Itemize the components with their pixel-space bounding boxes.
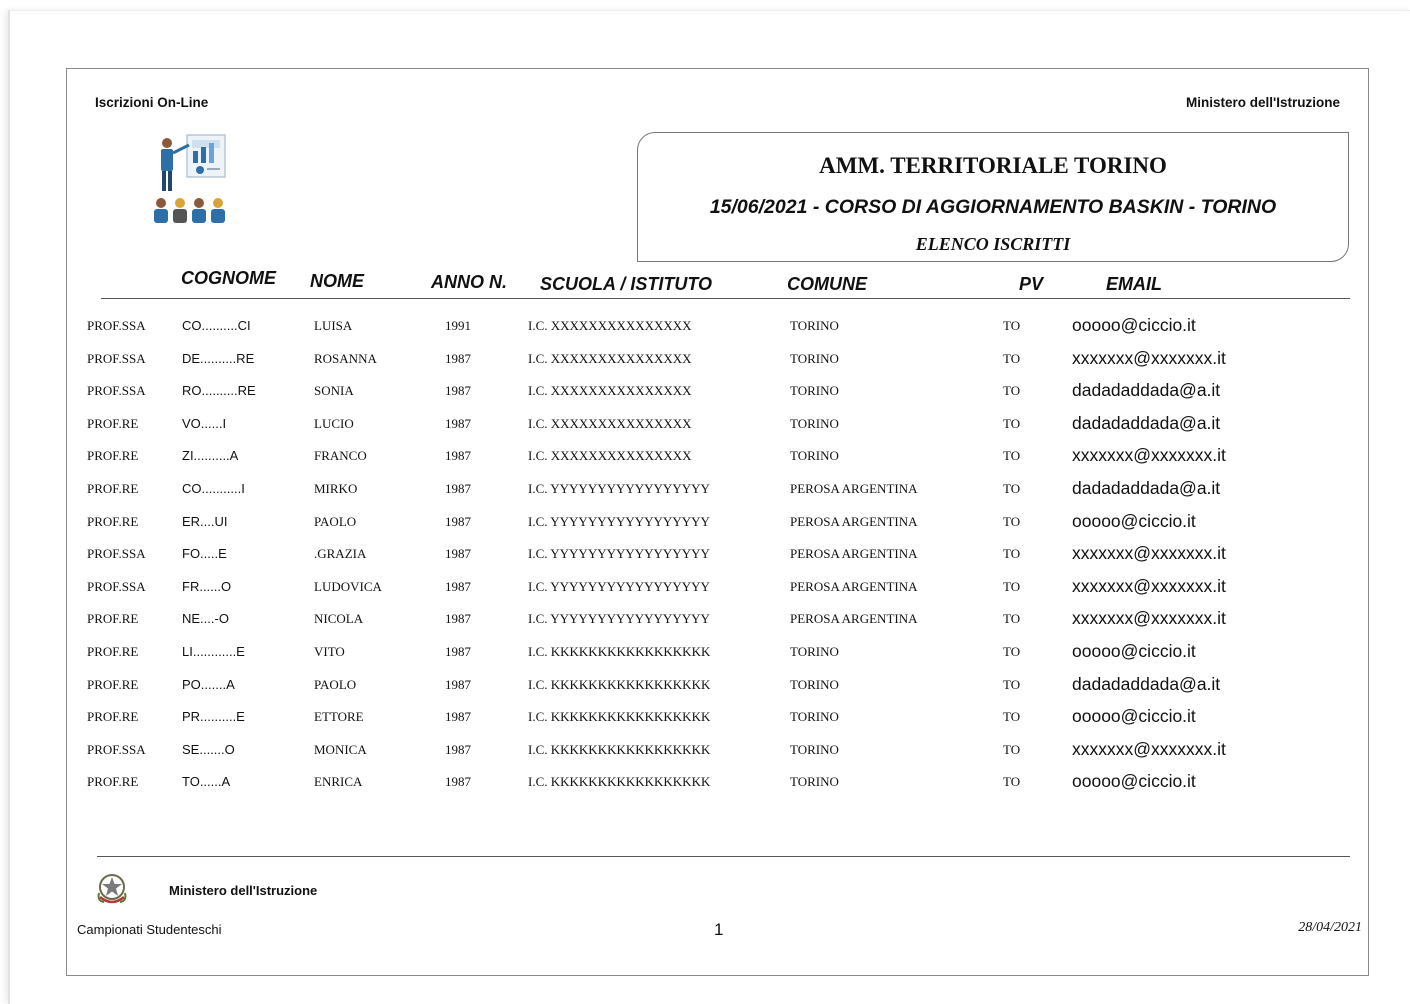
cell-nome: LUDOVICA	[314, 578, 382, 594]
cell-email: xxxxxxx@xxxxxxx.it	[1072, 608, 1226, 629]
cell-title: PROF.SSA	[87, 546, 146, 562]
cell-title: PROF.RE	[87, 709, 139, 725]
cell-title: PROF.RE	[87, 513, 139, 529]
header-rule	[101, 298, 1350, 299]
cell-scuola: I.C. KKKKKKKKKKKKKKKKK	[528, 774, 711, 790]
cell-anno: 1987	[445, 774, 471, 790]
cell-nome: MIRKO	[314, 481, 358, 496]
cell-cognome: ER....UI	[182, 513, 228, 529]
cell-email: xxxxxxx@xxxxxxx.it	[1072, 445, 1226, 466]
cell-nome: .GRAZIA	[314, 546, 367, 562]
cell-comune: TORINO	[790, 741, 839, 757]
cell-email: ooooo@ciccio.it	[1072, 706, 1196, 727]
cell-scuola: I.C. XXXXXXXXXXXXXXX	[528, 383, 692, 399]
cell-scuola: I.C. YYYYYYYYYYYYYYYYY	[528, 546, 710, 562]
cell-comune: TORINO	[790, 676, 839, 692]
cell-cognome: PR..........E	[182, 709, 245, 725]
cell-email: xxxxxxx@xxxxxxx.it	[1072, 543, 1226, 564]
cell-cognome: DE..........RE	[182, 350, 255, 366]
table-row	[67, 445, 1368, 477]
cell-pv: TO	[1003, 513, 1021, 529]
table-row	[67, 706, 1368, 738]
cell-email: xxxxxxx@xxxxxxx.it	[1072, 575, 1226, 596]
cell-pv: TO	[1003, 383, 1021, 399]
table-row	[67, 641, 1368, 673]
cell-nome: SONIA	[314, 383, 354, 399]
cell-pv: TO	[1003, 415, 1021, 431]
cell-title: PROF.RE	[87, 611, 139, 627]
cell-scuola: I.C. YYYYYYYYYYYYYYYYY	[528, 513, 710, 529]
cell-cognome: ZI..........A	[182, 448, 239, 464]
cell-pv: TO	[1003, 546, 1021, 562]
cell-comune: TORINO	[790, 709, 839, 725]
cell-comune: PEROSA ARGENTINA	[790, 481, 918, 496]
cell-pv: TO	[1003, 644, 1021, 659]
cell-email: ooooo@ciccio.it	[1072, 641, 1196, 661]
cell-cognome: CO...........I	[182, 481, 245, 496]
cell-anno: 1987	[445, 676, 471, 692]
cell-title: PROF.RE	[87, 676, 139, 692]
cell-email: ooooo@ciccio.it	[1072, 315, 1196, 335]
list-title: ELENCO ISCRITTI	[915, 234, 1071, 254]
cell-comune: TORINO	[790, 448, 839, 464]
cell-cognome: LI............E	[182, 644, 245, 659]
column-header-anno: ANNO N.	[431, 272, 507, 292]
cell-cognome: NE....-O	[182, 611, 229, 627]
footer-left-label: Campionati Studenteschi	[77, 922, 222, 937]
table-row	[67, 511, 1368, 543]
cell-comune: PEROSA ARGENTINA	[790, 578, 918, 594]
cell-anno: 1987	[445, 513, 471, 529]
cell-title: PROF.SSA	[87, 318, 146, 333]
cell-anno: 1987	[445, 741, 471, 757]
cell-pv: TO	[1003, 774, 1021, 790]
page-number: 1	[714, 920, 724, 939]
cell-nome: LUCIO	[314, 415, 354, 431]
header-left-label: Iscrizioni On-Line	[95, 95, 209, 110]
republic-emblem-icon	[95, 871, 129, 907]
cell-comune: TORINO	[790, 415, 839, 431]
table-row	[67, 478, 1368, 510]
footer-ministero-label: Ministero dell'Istruzione	[169, 883, 318, 898]
cell-email: xxxxxxx@xxxxxxx.it	[1072, 738, 1226, 759]
cell-anno: 1987	[445, 578, 471, 594]
cell-comune: PEROSA ARGENTINA	[790, 611, 918, 627]
cell-email: dadadaddada@a.it	[1072, 478, 1221, 498]
cell-comune: TORINO	[790, 774, 839, 790]
cell-title: PROF.SSA	[87, 383, 146, 399]
cell-title: PROF.SSA	[87, 578, 146, 594]
cell-anno: 1987	[445, 481, 471, 496]
cell-cognome: FR......O	[182, 578, 232, 594]
cell-pv: TO	[1003, 709, 1021, 725]
column-header-scuola: SCUOLA / ISTITUTO	[540, 274, 713, 294]
cell-nome: NICOLA	[314, 611, 364, 627]
cell-email: dadadaddada@a.it	[1072, 673, 1221, 694]
document-page	[66, 68, 1369, 976]
cell-scuola: I.C. XXXXXXXXXXXXXXX	[528, 448, 692, 464]
cell-anno: 1987	[445, 709, 471, 725]
table-row	[67, 608, 1368, 640]
table-row	[67, 543, 1368, 575]
column-header-pv: PV	[1019, 274, 1044, 294]
footer-date: 28/04/2021	[1298, 920, 1362, 935]
cell-anno: 1987	[445, 546, 471, 562]
cell-nome: PAOLO	[314, 513, 357, 529]
footer-rule	[97, 856, 1350, 857]
cell-cognome: TO......A	[182, 774, 231, 790]
cell-pv: TO	[1003, 578, 1021, 594]
cell-email: xxxxxxx@xxxxxxx.it	[1072, 347, 1226, 368]
cell-pv: TO	[1003, 611, 1021, 627]
cell-comune: TORINO	[790, 644, 839, 659]
cell-title: PROF.RE	[87, 774, 139, 790]
cell-cognome: RO..........RE	[182, 383, 256, 399]
header-right-label: Ministero dell'Istruzione	[1186, 95, 1340, 110]
column-header-cognome: COGNOME	[181, 268, 277, 288]
cell-nome: ETTORE	[314, 709, 364, 725]
cell-scuola: I.C. KKKKKKKKKKKKKKKKK	[528, 709, 711, 725]
cell-title: PROF.SSA	[87, 350, 146, 366]
column-header-comune: COMUNE	[787, 274, 867, 294]
cell-scuola: I.C. KKKKKKKKKKKKKKKKK	[528, 644, 711, 659]
course-title: 15/06/2021 - CORSO DI AGGIORNAMENTO BASKIN - TORINO	[709, 196, 1277, 218]
cell-cognome: CO..........CI	[182, 318, 251, 333]
cell-cognome: SE.......O	[182, 741, 235, 757]
cell-title: PROF.RE	[87, 448, 139, 464]
table-row	[67, 674, 1368, 706]
cell-scuola: I.C. YYYYYYYYYYYYYYYYY	[528, 578, 710, 594]
table-row	[67, 348, 1368, 380]
table-row	[67, 576, 1368, 608]
table-row	[67, 413, 1368, 445]
title-box	[637, 132, 1349, 262]
cell-email: ooooo@ciccio.it	[1072, 510, 1196, 531]
cell-anno: 1987	[445, 448, 471, 464]
cell-scuola: I.C. XXXXXXXXXXXXXXX	[528, 415, 692, 431]
cell-nome: FRANCO	[314, 448, 367, 464]
cell-anno: 1987	[445, 350, 471, 366]
cell-comune: TORINO	[790, 318, 839, 333]
cell-scuola: I.C. KKKKKKKKKKKKKKKKK	[528, 741, 711, 757]
cell-comune: PEROSA ARGENTINA	[790, 513, 918, 529]
cell-title: PROF.SSA	[87, 741, 146, 757]
cell-scuola: I.C. KKKKKKKKKKKKKKKKK	[528, 676, 711, 692]
table-row	[67, 380, 1368, 412]
cell-comune: PEROSA ARGENTINA	[790, 546, 918, 562]
cell-title: PROF.RE	[87, 415, 139, 431]
cell-email: dadadaddada@a.it	[1072, 380, 1221, 401]
table-row	[67, 739, 1368, 771]
cell-anno: 1991	[445, 318, 471, 333]
cell-cognome: FO.....E	[182, 546, 227, 562]
cell-email: ooooo@ciccio.it	[1072, 771, 1196, 792]
cell-nome: VITO	[314, 644, 345, 659]
presentation-logo-icon	[151, 131, 235, 231]
cell-scuola: I.C. XXXXXXXXXXXXXXX	[528, 350, 692, 366]
cell-pv: TO	[1003, 676, 1021, 692]
cell-scuola: I.C. XXXXXXXXXXXXXXX	[528, 318, 692, 333]
cell-pv: TO	[1003, 741, 1021, 757]
cell-pv: TO	[1003, 350, 1021, 366]
cell-nome: ROSANNA	[314, 350, 377, 366]
cell-anno: 1987	[445, 415, 471, 431]
cell-title: PROF.RE	[87, 481, 139, 496]
cell-anno: 1987	[445, 611, 471, 627]
cell-cognome: PO.......A	[182, 676, 235, 692]
cell-comune: TORINO	[790, 383, 839, 399]
column-header-email: EMAIL	[1106, 274, 1162, 294]
cell-nome: PAOLO	[314, 676, 357, 692]
cell-email: dadadaddada@a.it	[1072, 412, 1221, 433]
cell-nome: ENRICA	[314, 774, 363, 790]
cell-anno: 1987	[445, 383, 471, 399]
cell-nome: MONICA	[314, 741, 367, 757]
cell-anno: 1987	[445, 644, 471, 659]
cell-scuola: I.C. YYYYYYYYYYYYYYYYY	[528, 611, 710, 627]
table-row	[67, 315, 1368, 347]
cell-cognome: VO......I	[182, 415, 227, 431]
cell-pv: TO	[1003, 448, 1021, 464]
cell-nome: LUISA	[314, 318, 353, 333]
cell-pv: TO	[1003, 481, 1021, 496]
column-header-nome: NOME	[310, 271, 364, 291]
cell-title: PROF.RE	[87, 644, 139, 659]
office-title: AMM. TERRITORIALE TORINO	[819, 153, 1167, 178]
cell-scuola: I.C. YYYYYYYYYYYYYYYYY	[528, 481, 710, 496]
cell-pv: TO	[1003, 318, 1021, 333]
table-row	[67, 771, 1368, 803]
cell-comune: TORINO	[790, 350, 839, 366]
